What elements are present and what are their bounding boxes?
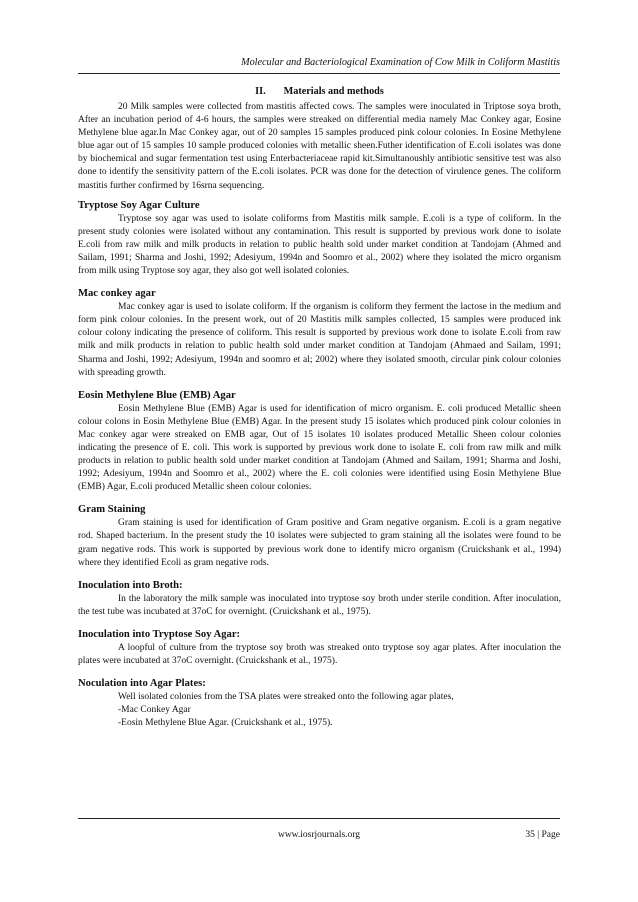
subsection-heading-agar-plates: Noculation into Agar Plates:	[78, 678, 206, 690]
subsection-heading-broth: Inoculation into Broth:	[78, 579, 183, 591]
journal-url: www.iosrjournals.org	[277, 830, 361, 840]
running-title: Molecular and Bacteriological Examination of Cow Milk in Coliform Mastitis	[241, 57, 560, 68]
page-footer	[78, 818, 560, 840]
page-header	[78, 46, 560, 76]
footer-rule	[78, 818, 560, 819]
section-title: Materials and methods	[283, 86, 384, 97]
list-item: -Mac Conkey Agar	[118, 705, 191, 716]
subsection-text-tsa-inoculation: A loopful of culture from the tryptose soy broth was streaked onto tryptose soy agar plates. After inoculation the plates were incubated at 37oC overnight. (Cruickshank et al., 1975).	[78, 642, 561, 666]
section-number: II.	[255, 86, 266, 97]
header-rule	[78, 73, 560, 74]
subsection-text-emb: Eosin Methylene Blue (EMB) Agar is used for identification of micro organism. E. coli produced Metallic sheen colour colons in Eosin Methylene Blue (EMB) Agar. In the present study 15 isolates which produced pink colour colonies in Mac conkey agar were streaked on EMB agar, Out of 15 isolates 10 isolates produced Metallic Sheen colour colonies indicating the presence of E. coli. This work is supported by previous work done to isolate E. coli from raw milk and milk products in relation to public health sold under market condition at Tandojam (Ahmed and Sailam, 1991; Sharma and Joshi, 1992; Adesiyum, 1994n and Soomro et al., 2002) where the E. coli colonies were identified using Eosin Methylene Blue (EMB) Agar, E.coli produced Metallic sheen colour colonies.	[78, 403, 561, 493]
subsection-heading-tsa: Tryptose Soy Agar Culture	[78, 199, 200, 211]
subsection-text-macconkey: Mac conkey agar is used to isolate coliform. If the organism is coliform they ferment the lactose in the medium and form pink colour colonies. In the present work, out of 20 Mastitis milk samples collected, 15 samples were produced ink colour colony indicating the presence of coliform. This result is supported by previous work done to isolate E.coli from raw milk and milk products in relation to public health sold under market condition at Tandojam (Ahmaed and Sailam, 1991; Sharma and Joshi, 1992; Adesiyum, 1994n and soomro et al; 2002) where they isolated smooth, circular pink colour colonies with spreading growth.	[78, 302, 561, 378]
main-content	[78, 86, 561, 730]
subsection-text-tsa: Tryptose soy agar was used to isolate coliforms from Mastitis milk sample. E.coli is a type of coliform. In the present study colonies were isolated without any contamination. This result is supported by previous work done to isolate E.coli from raw milk and milk products in relation to public health sold under market condition at Tandojam (Ahmed and Sailam, 1991; Sharma and Joshi, 1992; Adesiyum, 1994n and Soomro et al., 2002) where they isolated the micro organism from milk using Tryptose soy agar, they also got well isolated colonies.	[78, 213, 561, 277]
subsection-heading-macconkey: Mac conkey agar	[78, 288, 156, 300]
subsection-text-gram: Gram staining is used for identification of Gram positive and Gram negative organism. E.coli is a gram negative rod. Shaped bacterium. In the present study the 10 isolates were subjected to gram staining all the isolates were found to be gram negative rods. This work is supported by previous work done to identify micro organism (Cruickshank et al., 1994) where they identified Ecoli as gram negative rods.	[78, 518, 561, 568]
subsection-text-broth: In the laboratory the milk sample was inoculated into tryptose soy broth under sterile condition. After inoculation, the test tube was incubated at 37oC for overnight. (Cruickshank et al., 1975).	[78, 593, 561, 617]
agar-plate-list	[78, 691, 561, 730]
section-heading	[78, 86, 561, 97]
page-number: 35 | Page	[525, 830, 560, 840]
list-item: -Eosin Methylene Blue Agar. (Cruickshank et al., 1975).	[118, 718, 333, 729]
subsection-heading-tsa-inoculation: Inoculation into Tryptose Soy Agar:	[78, 628, 241, 640]
intro-paragraph: 20 Milk samples were collected from mastitis affected cows. The samples were inoculated in Triptose soya broth, After an incubation period of 4-6 hours, the samples were streaked on differential media namely Mac Conkey agar, Eosine Methylene blue agar.In Mac Conkey agar, out of 20 samples 15 samples produced pink colour colonies. In Eosine Methylene blue agar out of 15 samples 10 sample produced colonies with metallic sheen.Futher identification of E.coli isolates was done by biochemical and sugar fermentation test using Enterbacteriaceae rapid kit.Simultanoushly antibiotic sensitive test was also done to identify the sensitivity pattern of the E.coli isolates. PCR was done for the detection of virulence genes. The coliform mastitis further confirmed by 16srna sequencing.	[78, 102, 561, 191]
subsection-heading-gram: Gram Staining	[78, 504, 146, 516]
subsection-heading-emb: Eosin Methylene Blue (EMB) Agar	[78, 389, 236, 401]
list-item: Well isolated colonies from the TSA plates were streaked onto the following agar plates,	[118, 692, 454, 703]
